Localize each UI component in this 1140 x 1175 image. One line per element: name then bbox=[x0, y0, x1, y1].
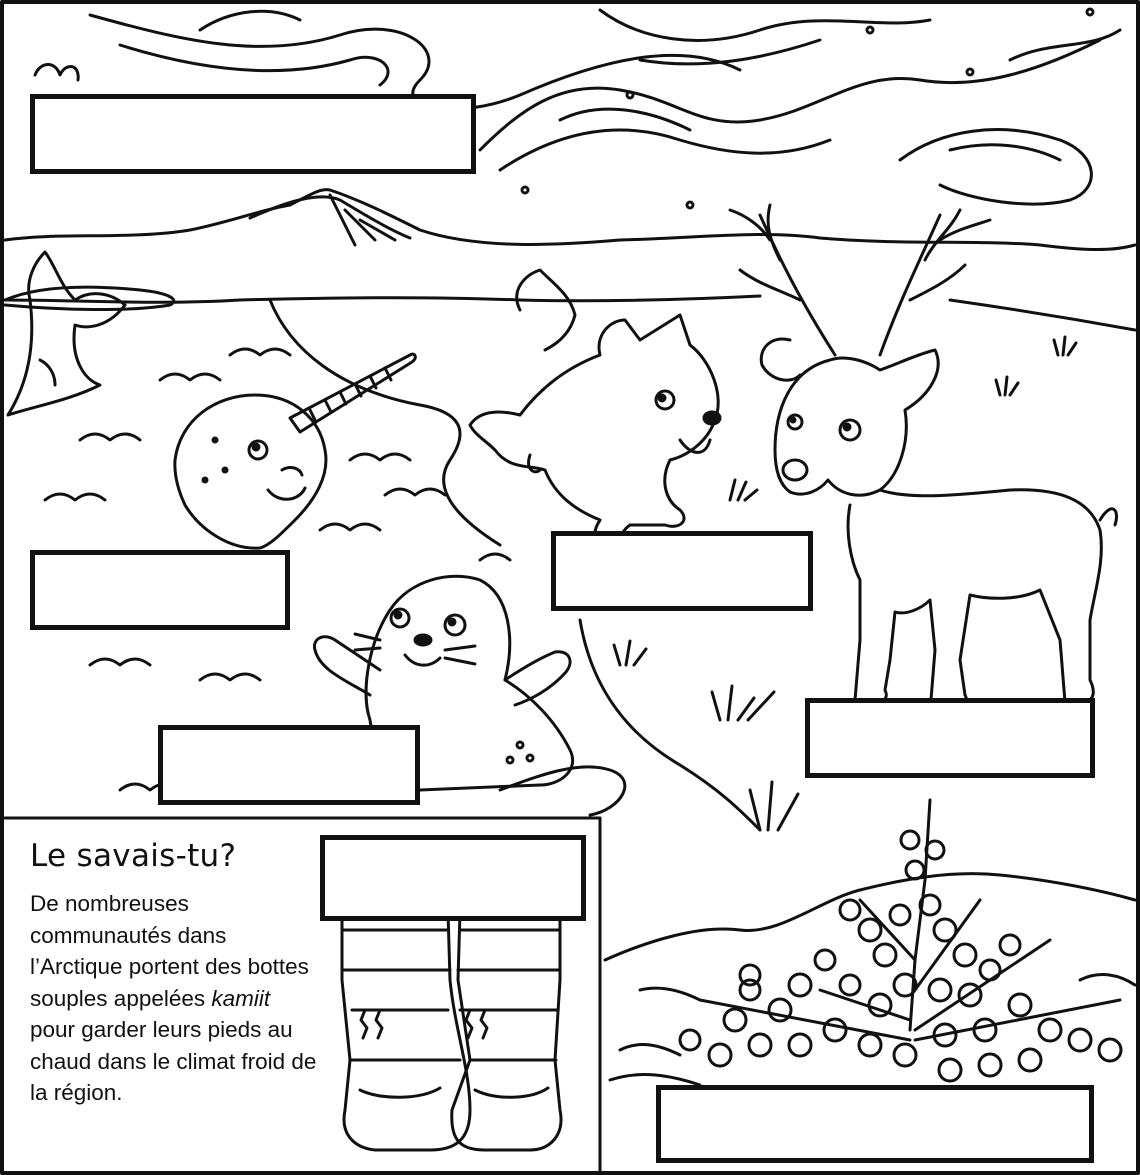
mountains-drawing bbox=[5, 190, 1135, 250]
narwhal-drawing bbox=[175, 354, 415, 548]
fact-box-text bbox=[30, 888, 320, 1109]
fact-text-part-2: pour garder leurs pieds au chaud dans le climat froid de la région. bbox=[30, 1017, 317, 1105]
label-box-aurora[interactable] bbox=[30, 94, 476, 174]
berry-bush-drawing bbox=[605, 800, 1135, 1085]
whale-tail-drawing bbox=[8, 252, 125, 415]
label-box-arctic-fox[interactable] bbox=[551, 531, 813, 611]
fact-text-kamiit: kamiit bbox=[211, 985, 271, 1011]
label-box-seal[interactable] bbox=[158, 725, 420, 805]
arctic-fox-drawing bbox=[470, 270, 720, 552]
kamiit-boots-drawing bbox=[342, 908, 561, 1151]
fact-text-part-1: De nombreuses communautés dans l’Arctique portent des bottes souples appelées bbox=[30, 891, 309, 1011]
label-box-caribou[interactable] bbox=[805, 698, 1095, 778]
label-box-kamiit[interactable] bbox=[320, 835, 586, 921]
caribou-drawing bbox=[730, 205, 1117, 712]
fact-box-title: Le savais-tu? bbox=[30, 838, 237, 874]
label-box-berries[interactable] bbox=[656, 1085, 1094, 1163]
label-box-narwhal[interactable] bbox=[30, 550, 290, 630]
fact-box bbox=[30, 838, 320, 1109]
